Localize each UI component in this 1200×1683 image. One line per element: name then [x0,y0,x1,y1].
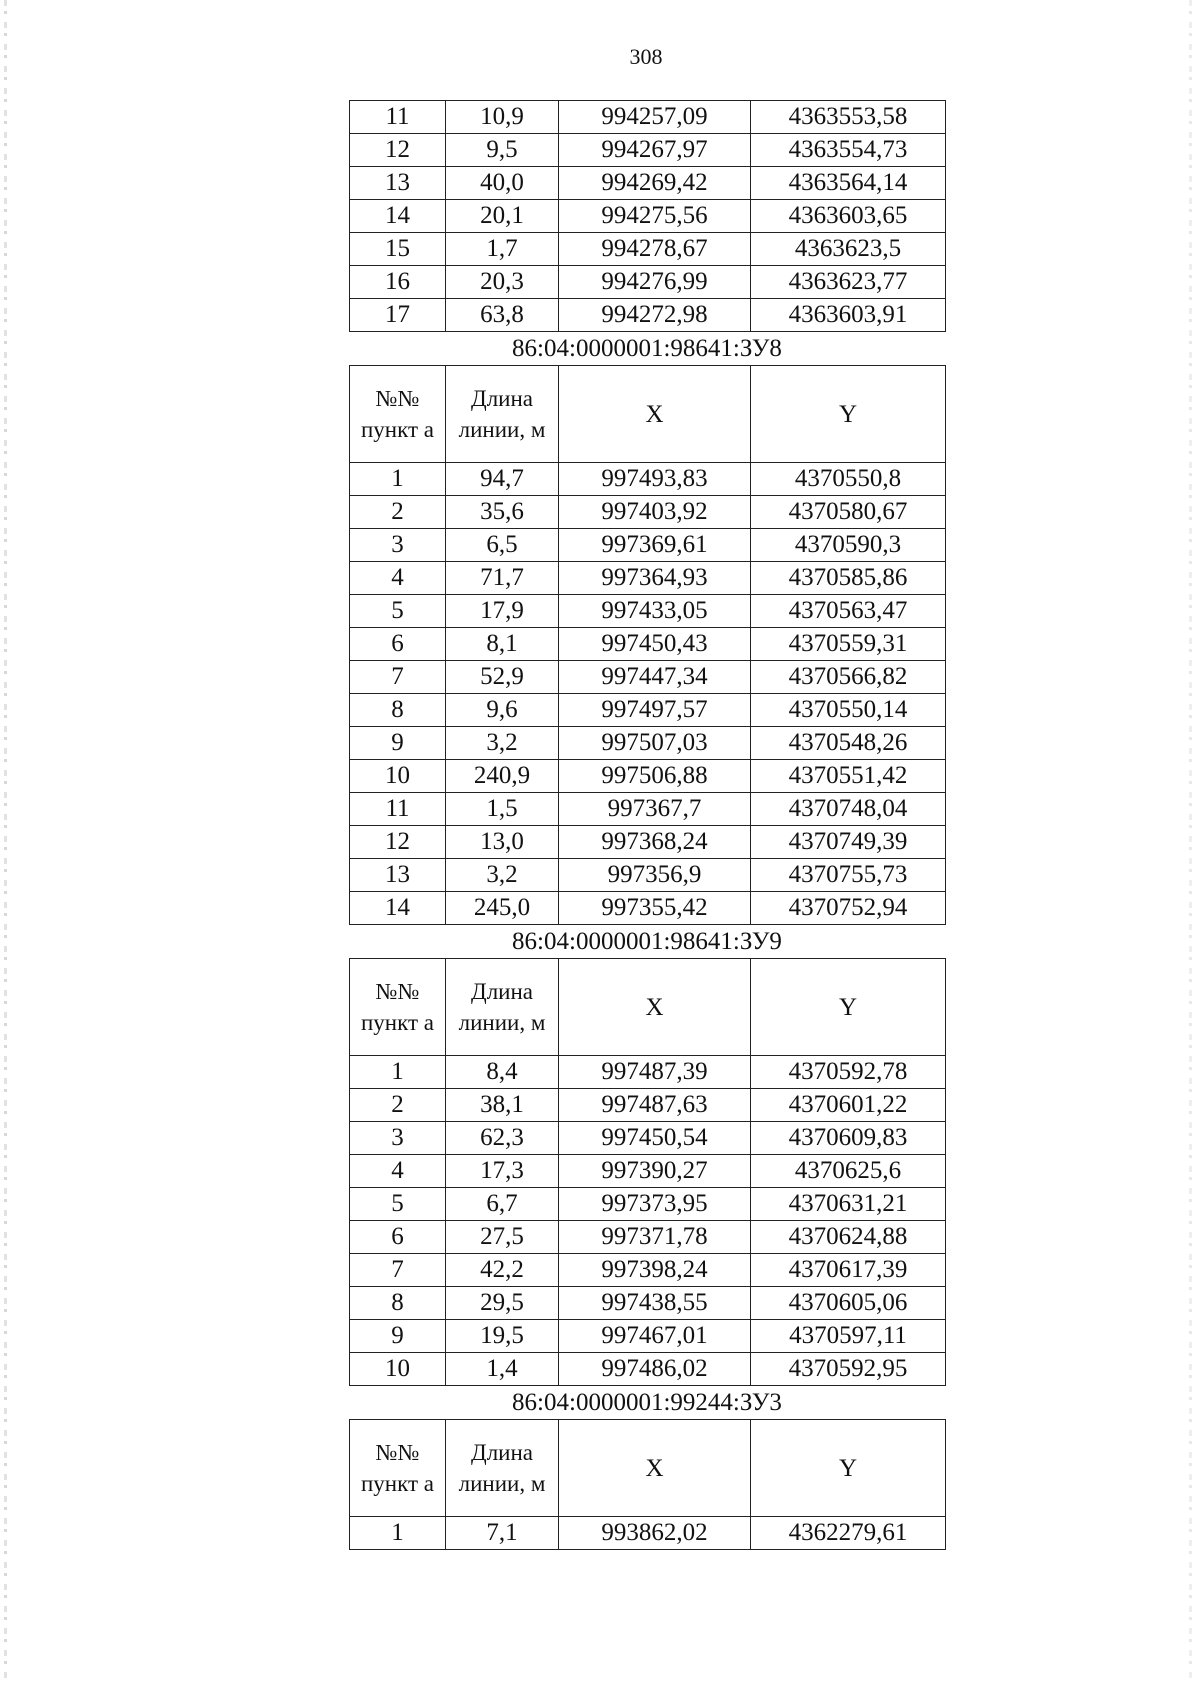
cell-point-number: 1 [350,1056,446,1089]
cell-y: 4370749,39 [751,826,946,859]
cell-line-length: 3,2 [446,727,559,760]
cell-x: 997355,42 [559,892,751,925]
table-row [350,463,946,496]
cell-point-number: 12 [350,826,446,859]
cell-x: 997356,9 [559,859,751,892]
cell-line-length: 9,5 [446,134,559,167]
table-row [350,694,946,727]
table-row [350,299,946,332]
table-row [350,200,946,233]
cell-x: 994276,99 [559,266,751,299]
cell-line-length: 42,2 [446,1254,559,1287]
cell-point-number: 3 [350,1122,446,1155]
cell-y: 4370617,39 [751,1254,946,1287]
cell-line-length: 3,2 [446,859,559,892]
cell-point-number: 13 [350,859,446,892]
cell-y: 4363623,5 [751,233,946,266]
cell-x: 994257,09 [559,101,751,134]
cell-line-length: 7,1 [446,1517,559,1550]
cell-y: 4370755,73 [751,859,946,892]
table-row [350,1353,946,1386]
header-line-length: Длина линии, м [446,366,559,463]
cell-y: 4370585,86 [751,562,946,595]
cell-x: 997447,34 [559,661,751,694]
cell-x: 997507,03 [559,727,751,760]
cell-point-number: 10 [350,760,446,793]
table-header-row [350,959,946,1056]
cell-line-length: 20,3 [446,266,559,299]
table-row [350,760,946,793]
cell-y: 4370624,88 [751,1221,946,1254]
table-row [350,134,946,167]
cell-point-number: 4 [350,562,446,595]
header-point-number: №№ пункт а [350,959,446,1056]
header-y: Y [751,366,946,463]
cell-y: 4370559,31 [751,628,946,661]
cell-line-length: 6,5 [446,529,559,562]
cell-line-length: 19,5 [446,1320,559,1353]
table-caption: 86:04:0000001:99244:ЗУ3 [512,1389,782,1416]
cell-point-number: 14 [350,892,446,925]
cell-y: 4363554,73 [751,134,946,167]
coordinates-table [349,1419,946,1550]
cell-line-length: 38,1 [446,1089,559,1122]
cell-x: 994267,97 [559,134,751,167]
cell-y: 4370609,83 [751,1122,946,1155]
cell-line-length: 13,0 [446,826,559,859]
table-row [350,101,946,134]
table-row [350,562,946,595]
cell-x: 997369,61 [559,529,751,562]
table-row [350,892,946,925]
cell-x: 997467,01 [559,1320,751,1353]
cell-y: 4370592,95 [751,1353,946,1386]
cell-x: 997487,39 [559,1056,751,1089]
table-row [350,1188,946,1221]
cell-line-length: 1,4 [446,1353,559,1386]
cell-line-length: 71,7 [446,562,559,595]
table-row [350,266,946,299]
cell-line-length: 52,9 [446,661,559,694]
table-row [350,496,946,529]
cell-y: 4363603,65 [751,200,946,233]
cell-point-number: 1 [350,463,446,496]
cell-x: 997364,93 [559,562,751,595]
cell-point-number: 15 [350,233,446,266]
header-x: X [559,959,751,1056]
cell-x: 993862,02 [559,1517,751,1550]
cell-point-number: 4 [350,1155,446,1188]
coordinates-table [349,100,946,332]
cell-y: 4370548,26 [751,727,946,760]
cell-y: 4370590,3 [751,529,946,562]
cell-x: 994269,42 [559,167,751,200]
page-number: 308 [629,44,663,69]
cell-y: 4370631,21 [751,1188,946,1221]
table-row [350,793,946,826]
cell-line-length: 62,3 [446,1122,559,1155]
cell-line-length: 27,5 [446,1221,559,1254]
cell-line-length: 8,1 [446,628,559,661]
cell-y: 4370550,14 [751,694,946,727]
cell-point-number: 5 [350,1188,446,1221]
table-row [350,826,946,859]
cell-line-length: 40,0 [446,167,559,200]
cell-line-length: 17,3 [446,1155,559,1188]
cell-x: 997497,57 [559,694,751,727]
table-row [350,167,946,200]
header-line-length: Длина линии, м [446,1420,559,1517]
cell-line-length: 20,1 [446,200,559,233]
cell-line-length: 17,9 [446,595,559,628]
table-row [350,1517,946,1550]
cell-x: 997390,27 [559,1155,751,1188]
cell-line-length: 29,5 [446,1287,559,1320]
cell-point-number: 8 [350,694,446,727]
cell-y: 4363603,91 [751,299,946,332]
header-y: Y [751,1420,946,1517]
table-row [350,661,946,694]
cell-x: 997450,54 [559,1122,751,1155]
table-row [350,1122,946,1155]
cell-line-length: 94,7 [446,463,559,496]
header-line-length: Длина линии, м [446,959,559,1056]
cell-point-number: 7 [350,1254,446,1287]
cell-y: 4370550,8 [751,463,946,496]
cell-line-length: 6,7 [446,1188,559,1221]
table-row [350,859,946,892]
header-x: X [559,366,751,463]
cell-y: 4363553,58 [751,101,946,134]
cell-point-number: 3 [350,529,446,562]
cell-x: 997450,43 [559,628,751,661]
cell-x: 997368,24 [559,826,751,859]
cell-x: 997506,88 [559,760,751,793]
cell-point-number: 11 [350,101,446,134]
coordinate-tables [349,100,945,1550]
cell-line-length: 240,9 [446,760,559,793]
cell-line-length: 9,6 [446,694,559,727]
header-point-number: №№ пункт а [350,366,446,463]
table-row [350,1089,946,1122]
cell-y: 4370563,47 [751,595,946,628]
cell-y: 4370605,06 [751,1287,946,1320]
table-row [350,1254,946,1287]
table-row [350,1155,946,1188]
table-row [350,1056,946,1089]
cell-y: 4363623,77 [751,266,946,299]
cell-point-number: 6 [350,628,446,661]
cell-x: 997403,92 [559,496,751,529]
cell-line-length: 245,0 [446,892,559,925]
cell-y: 4370551,42 [751,760,946,793]
cell-x: 997433,05 [559,595,751,628]
cell-x: 997371,78 [559,1221,751,1254]
cell-line-length: 10,9 [446,101,559,134]
cell-point-number: 14 [350,200,446,233]
coordinates-table [349,365,946,925]
cell-y: 4370748,04 [751,793,946,826]
cell-x: 994275,56 [559,200,751,233]
table-caption: 86:04:0000001:98641:ЗУ9 [512,928,782,955]
cell-x: 997486,02 [559,1353,751,1386]
cell-line-length: 1,5 [446,793,559,826]
cell-point-number: 11 [350,793,446,826]
cell-point-number: 10 [350,1353,446,1386]
table-row [350,727,946,760]
cell-point-number: 6 [350,1221,446,1254]
cell-y: 4370580,67 [751,496,946,529]
table-row [350,1287,946,1320]
table-header-row [350,366,946,463]
cell-y: 4370566,82 [751,661,946,694]
cell-point-number: 9 [350,727,446,760]
table-header-row [350,1420,946,1517]
cell-x: 997487,63 [559,1089,751,1122]
scan-right-edge [1189,0,1192,1683]
scan-left-edge [4,0,7,1683]
cell-point-number: 5 [350,595,446,628]
cell-point-number: 2 [350,496,446,529]
cell-point-number: 1 [350,1517,446,1550]
cell-point-number: 7 [350,661,446,694]
cell-line-length: 1,7 [446,233,559,266]
table-caption: 86:04:0000001:98641:ЗУ8 [512,335,782,362]
cell-y: 4370597,11 [751,1320,946,1353]
cell-point-number: 2 [350,1089,446,1122]
cell-y: 4370601,22 [751,1089,946,1122]
cell-point-number: 16 [350,266,446,299]
header-x: X [559,1420,751,1517]
cell-y: 4370752,94 [751,892,946,925]
cell-x: 997493,83 [559,463,751,496]
cell-x: 994272,98 [559,299,751,332]
cell-x: 994278,67 [559,233,751,266]
cell-x: 997367,7 [559,793,751,826]
cell-point-number: 17 [350,299,446,332]
table-row [350,1221,946,1254]
cell-point-number: 9 [350,1320,446,1353]
table-row [350,529,946,562]
cell-point-number: 13 [350,167,446,200]
header-point-number: №№ пункт а [350,1420,446,1517]
cell-point-number: 8 [350,1287,446,1320]
cell-x: 997373,95 [559,1188,751,1221]
header-y: Y [751,959,946,1056]
table-row [350,233,946,266]
cell-line-length: 8,4 [446,1056,559,1089]
cell-line-length: 63,8 [446,299,559,332]
cell-x: 997398,24 [559,1254,751,1287]
cell-y: 4363564,14 [751,167,946,200]
cell-x: 997438,55 [559,1287,751,1320]
table-row [350,1320,946,1353]
table-row [350,595,946,628]
cell-point-number: 12 [350,134,446,167]
cell-y: 4370592,78 [751,1056,946,1089]
cell-y: 4362279,61 [751,1517,946,1550]
table-row [350,628,946,661]
coordinates-table [349,958,946,1386]
cell-line-length: 35,6 [446,496,559,529]
cell-y: 4370625,6 [751,1155,946,1188]
